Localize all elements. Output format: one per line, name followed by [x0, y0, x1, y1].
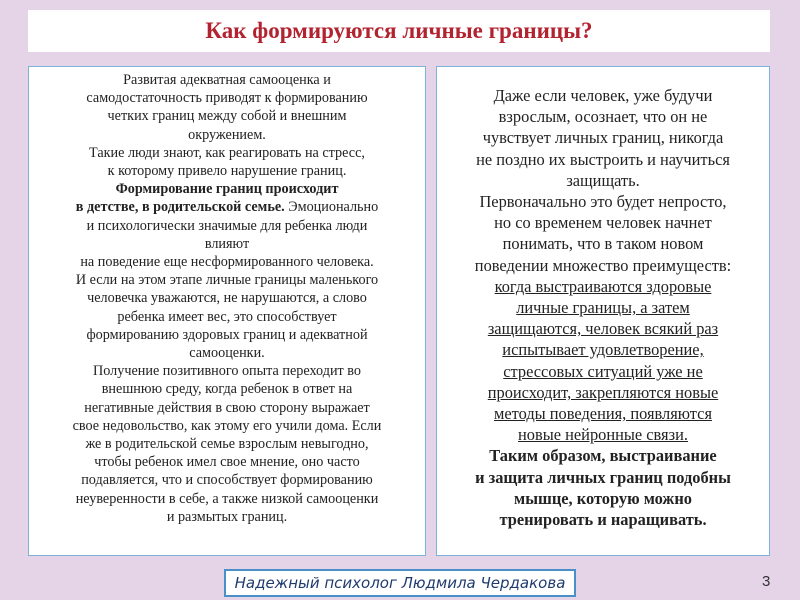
right-text-line: защищать.: [566, 170, 640, 190]
right-underlined-line: [443, 276, 763, 297]
right-text-line: Даже если человек, уже будучи: [493, 86, 713, 105]
right-underlined-line: [443, 339, 763, 360]
underlined-text: новые нейронные связи.: [518, 425, 688, 445]
left-text-line: Такие люди знают, как реагировать на стресс,: [89, 144, 365, 161]
right-bold-line: и защита личных границ подобны: [475, 467, 731, 487]
right-bold-line: тренировать и наращивать.: [499, 510, 707, 530]
left-bold-fragment: в детстве, в родительской семье.: [75, 199, 285, 216]
left-text-line: к которому привело нарушение границ.: [107, 163, 347, 180]
right-text-line: взрослым, осознает, что он не: [498, 107, 708, 127]
underlined-text: испытывает удовлетворение,: [502, 340, 704, 360]
right-underlined-line: [443, 361, 763, 382]
right-underlined-line: [443, 382, 763, 403]
right-text-line: Первоначально это будет непросто,: [479, 192, 727, 212]
left-text-line: и психологически значимые для ребенка люди: [86, 217, 368, 234]
right-bold-line: Таким образом, выстраивание: [489, 446, 717, 466]
left-text-line: человечка уважаются, не нарушаются, а слово: [87, 290, 367, 307]
left-text-line: самодостаточность приводят к формированию: [86, 90, 368, 107]
page-number: 3: [762, 573, 771, 590]
right-underlined-line: [443, 297, 763, 318]
left-text-line: негативные действия в свою сторону выражает: [84, 399, 370, 416]
left-text-line: на поведение еще несформированного человека.: [80, 254, 374, 271]
left-text-line: окружением.: [188, 126, 266, 143]
left-mixed-line: [33, 198, 421, 216]
author-footer: Надежный психолог Людмила Чердакова: [224, 569, 576, 597]
underlined-text: методы поведения, появляются: [494, 404, 712, 424]
right-text-line: не поздно их выстроить и научиться: [476, 149, 730, 169]
left-text-line: Получение позитивного опыта переходит во: [93, 363, 361, 380]
underlined-text: личные границы, а затем: [516, 298, 690, 318]
left-text-line: подавляется, что и способствует формированию: [81, 472, 373, 489]
left-text-line: Развитая адекватная самооценка и: [123, 72, 331, 88]
underlined-text: происходит, закрепляются новые: [487, 382, 719, 402]
underlined-text: когда выстраиваются здоровые: [494, 276, 712, 296]
right-underlined-line: [443, 318, 763, 339]
right-text-line: но со временем человек начнет: [494, 213, 712, 233]
left-bold-line: Формирование границ происходит: [115, 181, 339, 198]
left-text-line: формированию здоровых границ и адекватной: [86, 326, 368, 343]
underlined-text: защищаются, человек всякий раз: [487, 319, 719, 339]
left-text-line: свое недовольство, как этому его учили дома. Если: [72, 417, 382, 434]
slide-title: Как формируются личные границы?: [205, 18, 593, 43]
right-text-line: чувствует личных границ, никогда: [482, 128, 724, 148]
left-text-line: влияют: [204, 235, 250, 252]
left-text-fragment: Эмоционально: [284, 199, 379, 216]
left-text-line: чтобы ребенок имел свое мнение, оно часто: [94, 454, 360, 471]
left-text-line: и размытых границ.: [166, 508, 288, 525]
underlined-text: стрессовых ситуаций уже не: [503, 361, 703, 381]
left-text-line: И если на этом этапе личные границы маленького: [75, 272, 379, 289]
left-text-line: неуверенности в себе, а также низкой самооценки: [75, 490, 379, 507]
left-text-line: самооценки.: [189, 345, 265, 362]
left-text-line: же в родительской семье взрослым невыгодно,: [85, 436, 369, 453]
right-text-line: поведении множество преимуществ:: [474, 255, 732, 275]
left-text-line: четких границ между собой и внешним: [107, 108, 347, 125]
right-underlined-line: [443, 424, 763, 445]
right-text-panel: [436, 66, 770, 556]
left-text-panel: [28, 66, 426, 556]
right-underlined-line: [443, 403, 763, 424]
left-text-line: ребенка имеет вес, это способствует: [117, 308, 337, 325]
right-bold-line: мышце, которую можно: [514, 488, 692, 508]
right-text-line: понимать, что в таком новом: [502, 234, 704, 254]
left-text-line: внешнюю среду, когда ребенок в ответ на: [101, 381, 353, 398]
title-banner: [28, 10, 770, 52]
